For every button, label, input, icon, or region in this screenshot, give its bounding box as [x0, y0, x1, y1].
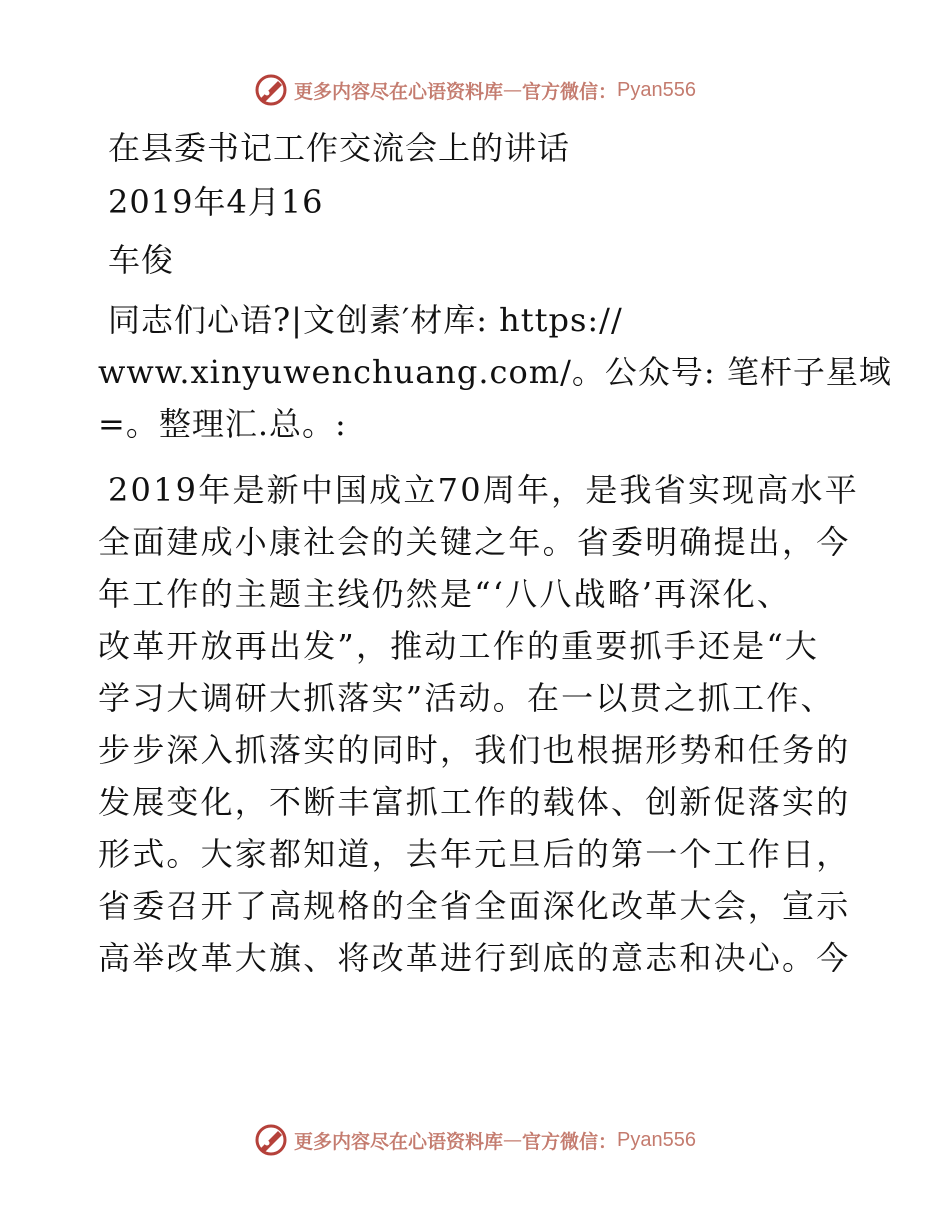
document-date: 2019年4月16 [108, 183, 324, 221]
watermark-wechat-id: Pyan556 [617, 1128, 696, 1151]
greeting-line: =。整理汇.总。: [98, 405, 347, 443]
paragraph-line: 全面建成小康社会的关键之年。省委明确提出，今 [98, 523, 851, 561]
pen-logo-icon [254, 1123, 288, 1157]
paragraph-line: 形式。大家都知道，去年元旦后的第一个工作日， [98, 835, 851, 873]
watermark-text: 更多内容尽在心语资料库 [294, 1130, 504, 1153]
paragraph-line: 步步深入抓落实的同时，我们也根据形势和任务的 [98, 731, 851, 769]
watermark-wechat-label: 官方微信： [522, 1130, 618, 1153]
paragraph-line: 年工作的主题主线仍然是“‘八八战略’再深化、 [98, 575, 792, 613]
paragraph-line: 2019年是新中国成立70周年，是我省实现高水平 [108, 471, 859, 509]
document-title: 在县委书记工作交流会上的讲话 [108, 129, 571, 167]
greeting-line: www.xinyuwenchuang.com/。公众号: 笔杆子星域 [98, 353, 892, 391]
body-paragraph [98, 464, 858, 984]
watermark-banner-top [0, 68, 950, 112]
document-author: 车俊 [108, 241, 175, 279]
document-body [98, 122, 892, 984]
watermark-text: 更多内容尽在心语资料库 [294, 80, 504, 103]
watermark-banner-bottom [0, 1118, 950, 1162]
greeting-block [98, 294, 892, 450]
watermark-separator: — [503, 79, 523, 101]
pen-logo-icon [254, 73, 288, 107]
paragraph-line: 学习大调研大抓落实”活动。在一以贯之抓工作、 [98, 679, 835, 717]
paragraph-line: 高举改革大旗、将改革进行到底的意志和决心。今 [98, 939, 851, 977]
watermark-separator: — [503, 1129, 523, 1151]
greeting-line: 同志们心语?|文创素′材库: https:// [108, 301, 623, 339]
watermark-wechat-label: 官方微信： [522, 80, 618, 103]
watermark-wechat-id: Pyan556 [617, 78, 696, 101]
paragraph-line: 改革开放再出发”，推动工作的重要抓手还是“大 [98, 627, 820, 665]
paragraph-line: 省委召开了高规格的全省全面深化改革大会，宣示 [98, 887, 851, 925]
paragraph-line: 发展变化，不断丰富抓工作的载体、创新促落实的 [98, 783, 851, 821]
